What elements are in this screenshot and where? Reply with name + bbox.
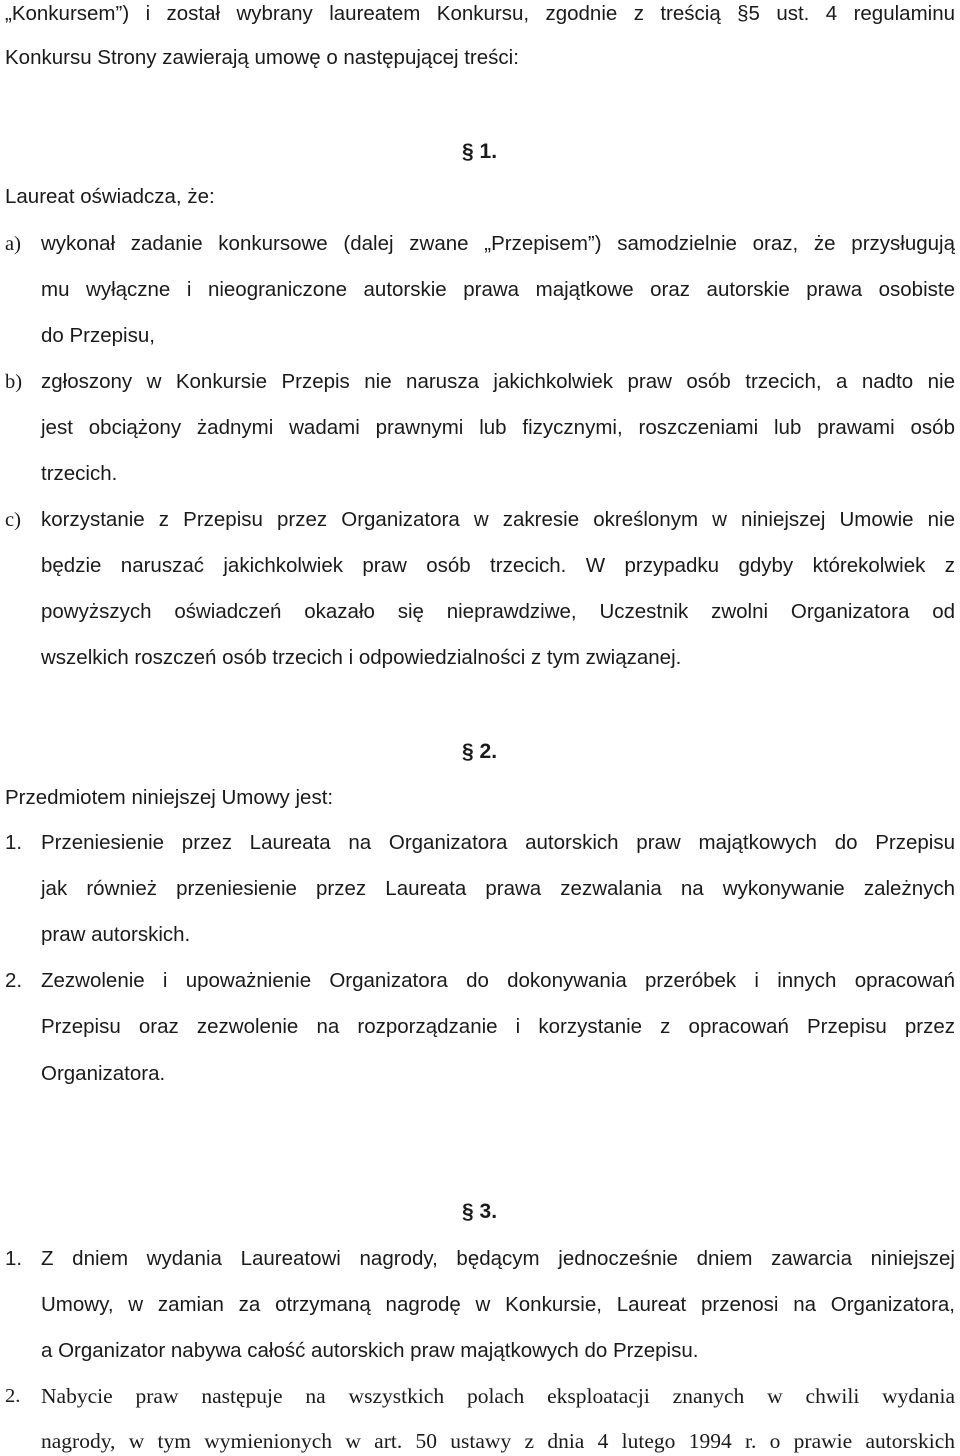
item-c-line-4: wszelkich roszczeń osób trzecich i odpowiedzialności z tym związanej. [41,646,682,669]
s3-item-1-line-3: a Organizator nabywa całość autorskich praw majątkowych do Przepisu. [41,1339,699,1362]
s2-item-1-marker: 1. [5,831,23,854]
s3-item-2-line-1: Nabycie praw następuje na wszystkich polach eksploatacji znanych w chwili wydania [41,1384,955,1408]
section-1-heading: § 1. [462,140,498,163]
section-3-heading: § 3. [462,1200,498,1223]
intro-line-1: „Konkursem”) i został wybrany laureatem Konkursu, zgodnie z treścią §5 ust. 4 regulaminu [5,2,955,25]
item-b-line-3: trzecich. [41,462,118,485]
s2-item-2-line-1: Zezwolenie i upoważnienie Organizatora do dokonywania przeróbek i innych opracowań [41,969,955,992]
section-2-heading: § 2. [462,740,498,763]
item-a-line-1: wykonał zadanie konkursowe (dalej zwane „Przepisem”) samodzielnie oraz, że przysługują [41,232,955,255]
s2-item-1-line-1: Przeniesienie przez Laureata na Organizatora autorskich praw majątkowych do Przepisu [41,831,955,854]
s3-item-2-marker: 2. [5,1385,21,1407]
s2-item-2-marker: 2. [5,969,23,992]
s3-item-2-line-2: nagrody, w tym wymienionych w art. 50 ustawy z dnia 4 lutego 1994 r. o prawie autorskich [41,1429,955,1453]
intro-line-2: Konkursu Strony zawierają umowę o następującej treści: [5,46,519,69]
item-c-line-1: korzystanie z Przepisu przez Organizatora w zakresie określonym w niniejszej Umowie nie [41,508,955,531]
item-c-line-3: powyższych oświadczeń okazało się nieprawdziwe, Uczestnik zwolni Organizatora od [41,600,955,623]
item-c-marker: c) [5,509,21,531]
item-a-line-3: do Przepisu, [41,324,155,347]
s3-item-1-line-2: Umowy, w zamian za otrzymaną nagrodę w Konkursie, Laureat przenosi na Organizatora, [41,1293,955,1316]
s2-item-2-line-3: Organizatora. [41,1062,166,1085]
section-1-lead: Laureat oświadcza, że: [5,185,215,208]
item-a-line-2: mu wyłączne i nieograniczone autorskie prawa majątkowe oraz autorskie prawa osobiste [41,278,955,301]
item-b-line-2: jest obciążony żadnymi wadami prawnymi lub fizycznymi, roszczeniami lub prawami osób [41,416,955,439]
item-a-marker: a) [5,233,21,255]
s2-item-1-line-2: jak również przeniesienie przez Laureata prawa zezwalania na wykonywanie zależnych [41,877,955,900]
item-b-line-1: zgłoszony w Konkursie Przepis nie narusza jakichkolwiek praw osób trzecich, a nadto nie [41,370,955,393]
item-b-marker: b) [5,371,23,393]
section-2-lead: Przedmiotem niniejszej Umowy jest: [5,786,334,809]
s2-item-2-line-2: Przepisu oraz zezwolenie na rozporządzanie i korzystanie z opracowań Przepisu przez [41,1015,955,1038]
item-c-line-2: będzie naruszać jakichkolwiek praw osób trzecich. W przypadku gdyby którekolwiek z [41,554,955,577]
s2-item-1-line-3: praw autorskich. [41,923,191,946]
s3-item-1-marker: 1. [5,1247,23,1270]
s3-item-1-line-1: Z dniem wydania Laureatowi nagrody, będącym jednocześnie dniem zawarcia niniejszej [41,1247,955,1270]
